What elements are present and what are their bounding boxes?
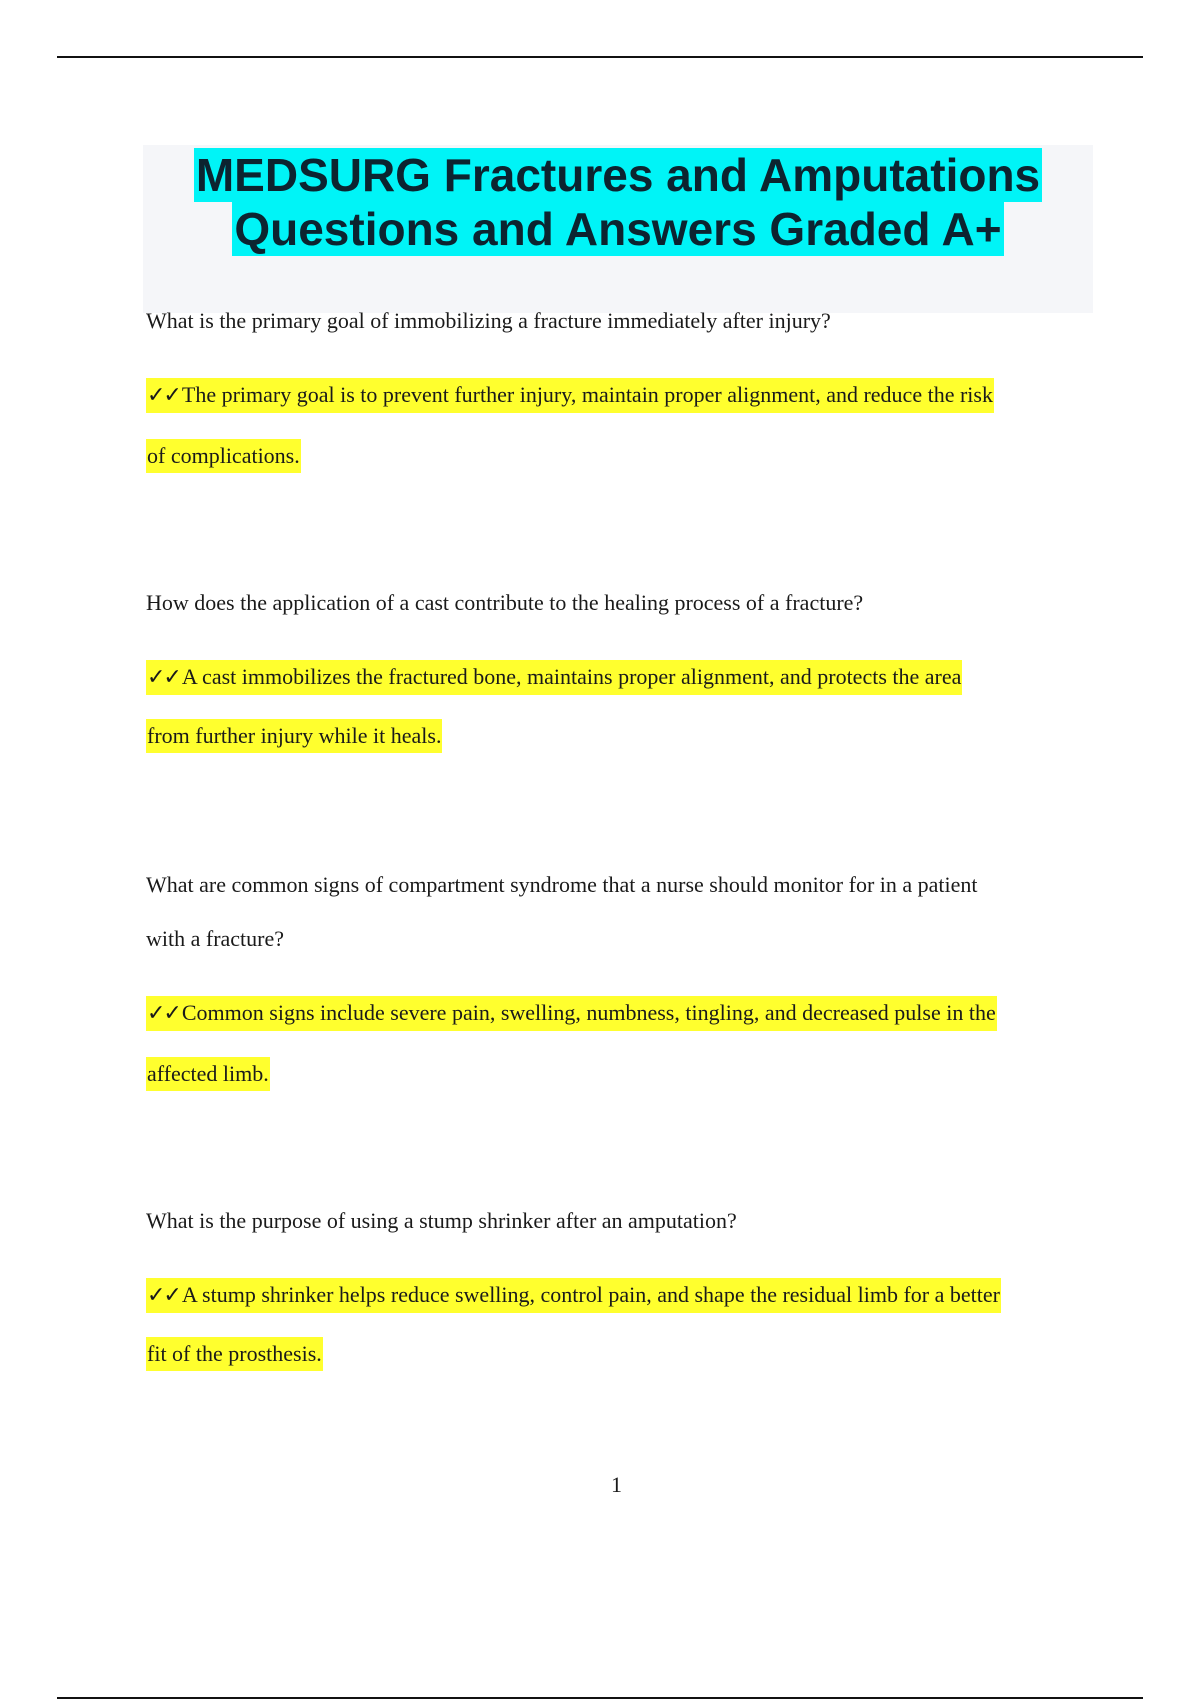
question-text: with a fracture? [146,926,285,951]
answer-text: A cast immobilizes the fractured bone, maintains proper alignment, and protects the area [181,664,962,689]
header-rule [57,56,1143,58]
title-block [143,145,1093,313]
check-mark-icon: ✓✓ [147,1001,180,1026]
document-title-line-1: MEDSURG Fractures and Amputations [195,149,1041,201]
document-title-line-2: Questions and Answers Graded A+ [234,203,1002,255]
check-mark-icon: ✓✓ [147,1283,180,1308]
footer-rule [57,1697,1143,1699]
answer-line: of complications. [146,439,301,473]
check-mark-icon: ✓✓ [147,383,180,408]
answer-line [146,1278,1001,1313]
answer-line [146,660,962,695]
answer-line: fit of the prosthesis. [146,1337,323,1371]
answer-text: A stump shrinker helps reduce swelling, control pain, and shape the residual limb for a better [181,1282,1000,1307]
check-mark-icon: ✓✓ [147,665,180,690]
page-number: 1 [611,1472,622,1497]
question-text: What is the primary goal of immobilizing a fracture immediately after injury? [146,308,831,333]
answer-line [146,996,997,1031]
answer-line: affected limb. [146,1057,270,1091]
question-text: What is the purpose of using a stump shrinker after an amputation? [146,1208,737,1233]
answer-text: Common signs include severe pain, swelling, numbness, tingling, and decreased pulse in the [181,1000,996,1025]
question-text: What are common signs of compartment syndrome that a nurse should monitor for in a patient [146,872,978,897]
question-text: How does the application of a cast contribute to the healing process of a fracture? [146,590,864,615]
answer-text: The primary goal is to prevent further injury, maintain proper alignment, and reduce the risk [181,382,993,407]
answer-line [146,378,994,413]
answer-line: from further injury while it heals. [146,719,442,753]
